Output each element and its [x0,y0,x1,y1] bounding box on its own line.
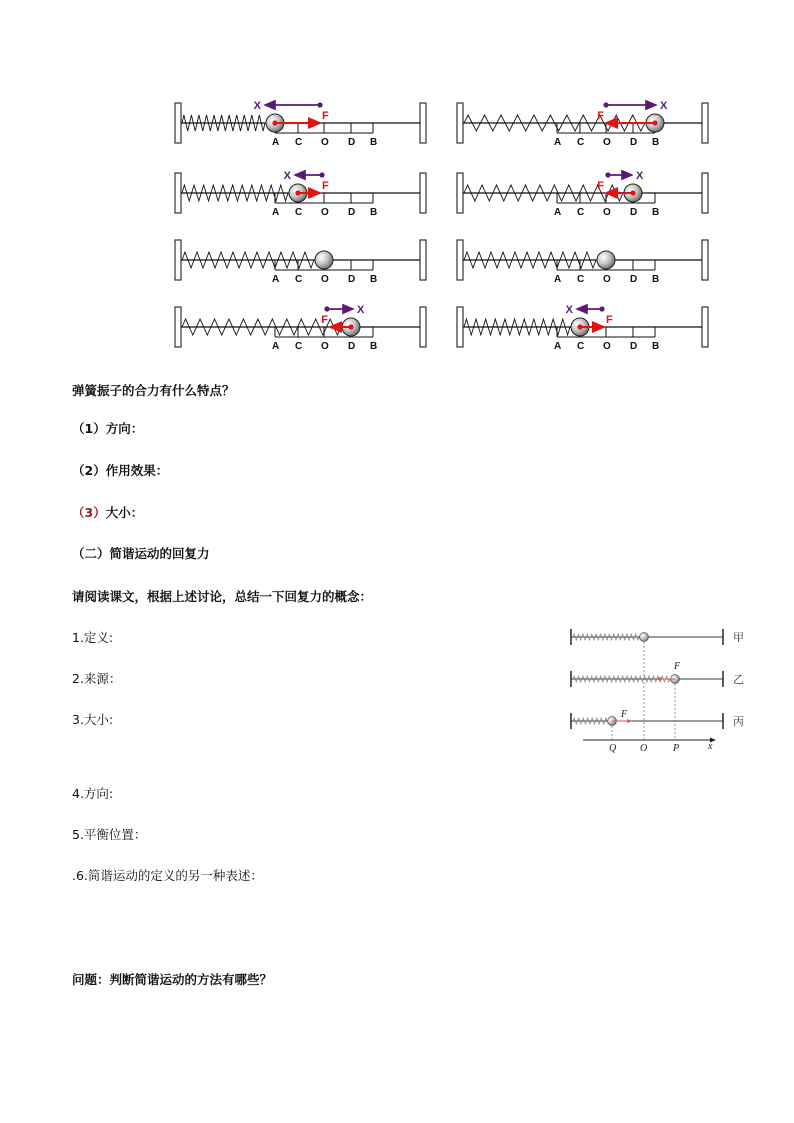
wall-right [702,307,708,347]
oscillator-ball [597,251,615,269]
tick-label-a: A [554,137,562,148]
wall-left [175,240,181,280]
tick-label-d: D [348,274,356,285]
force-label-bing: F [621,709,628,720]
spring-panel [457,304,708,352]
spring-panel [175,304,426,352]
spring-panel [175,240,426,285]
restoring-force-figure [565,622,750,754]
tick-label-c: C [295,341,303,352]
tick-label-a: A [272,341,280,352]
spring-panel [457,240,708,285]
row-label-jia: 甲 [733,631,744,644]
displacement-label: X [357,304,365,316]
tick-label-b: B [370,207,378,218]
item-size-number: （3） [72,505,106,520]
tick-label-a: A [272,207,280,218]
wall-right [702,240,708,280]
force-label: F [321,314,328,326]
spring-panel [175,170,426,218]
spring-panel [457,170,708,218]
oscillator-ball [315,251,333,269]
tick-label-c: C [295,137,303,148]
force-label: F [606,314,613,326]
magnitude-line: 3.大小: [72,712,114,727]
wall-right [702,173,708,213]
alt-definition-line: .6.简谐运动的定义的另一种表述： [72,868,263,883]
wall-left [457,103,463,143]
tick-label-b: B [370,274,378,285]
tick-label-d: D [630,341,638,352]
displacement-label: X [253,100,261,112]
tick-label-o: O [321,274,329,285]
tick-label-d: D [348,137,356,148]
tick-label-o: O [603,207,611,218]
mini-spring-panel [571,671,723,687]
spring-panel [175,100,426,148]
item-size-label: 大小： [105,505,144,520]
item-size [72,505,143,521]
item-effect: （2）作用效果： [72,463,169,478]
section-heading: （二）简谐运动的回复力 [72,546,210,561]
wall-left [457,240,463,280]
wall-right [420,307,426,347]
row-label-yi: 乙 [733,673,744,686]
row-label-bing: 丙 [733,715,744,728]
tick-label-c: C [577,341,585,352]
question-intro: 弹簧振子的合力有什么特点？ [72,383,235,398]
tick-label-d: D [630,137,638,148]
final-question: 问题：判断简谐运动的方法有哪些？ [72,972,273,987]
displacement-label: X [565,304,573,316]
source-line: 2.来源： [72,671,122,686]
tick-label-c: C [577,137,585,148]
tick-label-d: D [348,207,356,218]
spring-panel [457,100,708,148]
tick-label-c: C [295,207,303,218]
definition-line: 1.定义: [72,630,114,645]
tick-label-o: O [321,137,329,148]
tick-label-o: O [603,137,611,148]
tick-label-o: O [321,207,329,218]
wall-left [175,173,181,213]
tick-label-o: O [603,341,611,352]
tick-label-a: A [554,341,562,352]
tick-label-a: A [272,137,280,148]
direction-line: 4.方向: [72,786,114,801]
equilibrium-line: 5.平衡位置： [72,827,147,842]
wall-left [175,103,181,143]
tick-label-c: C [577,274,585,285]
tick-label-d: D [630,207,638,218]
tick-label-b: B [652,341,660,352]
displacement-label: X [283,170,291,182]
mini-spring-panel [571,629,723,645]
tick-label-c: C [295,274,303,285]
tick-label-a: A [554,207,562,218]
force-label: F [322,180,329,192]
wall-left [457,173,463,213]
mini-ball [640,633,649,642]
tick-label-d: D [348,341,356,352]
tick-label-a: A [554,274,562,285]
tick-label-b: B [370,341,378,352]
wall-right [702,103,708,143]
axis-label-x: x [708,741,713,752]
force-label-yi: F [674,661,681,672]
tick-label-b: B [652,207,660,218]
axis-label-o: O [640,743,648,754]
wall-right [420,103,426,143]
tick-label-b: B [652,137,660,148]
tick-label-d: D [630,274,638,285]
displacement-label: X [636,170,644,182]
tick-label-c: C [577,207,585,218]
reading-instruction: 请阅读课文，根据上述讨论，总结一下回复力的概念： [72,589,373,604]
wall-right [420,240,426,280]
tick-label-a: A [272,274,280,285]
tick-label-o: O [321,341,329,352]
tick-label-b: B [652,274,660,285]
spring-oscillator-figure [170,95,715,360]
tick-label-o: O [603,274,611,285]
tick-label-b: B [370,137,378,148]
force-label: F [597,180,604,192]
wall-left [457,307,463,347]
force-label: F [597,110,604,122]
force-label: F [322,110,329,122]
axis-label-q: Q [609,743,617,754]
axis-label-p: P [673,743,680,754]
item-direction: （1）方向： [72,421,144,436]
mini-spring-panel [571,713,723,729]
displacement-label: X [660,100,668,112]
wall-left [175,307,181,347]
wall-right [420,173,426,213]
